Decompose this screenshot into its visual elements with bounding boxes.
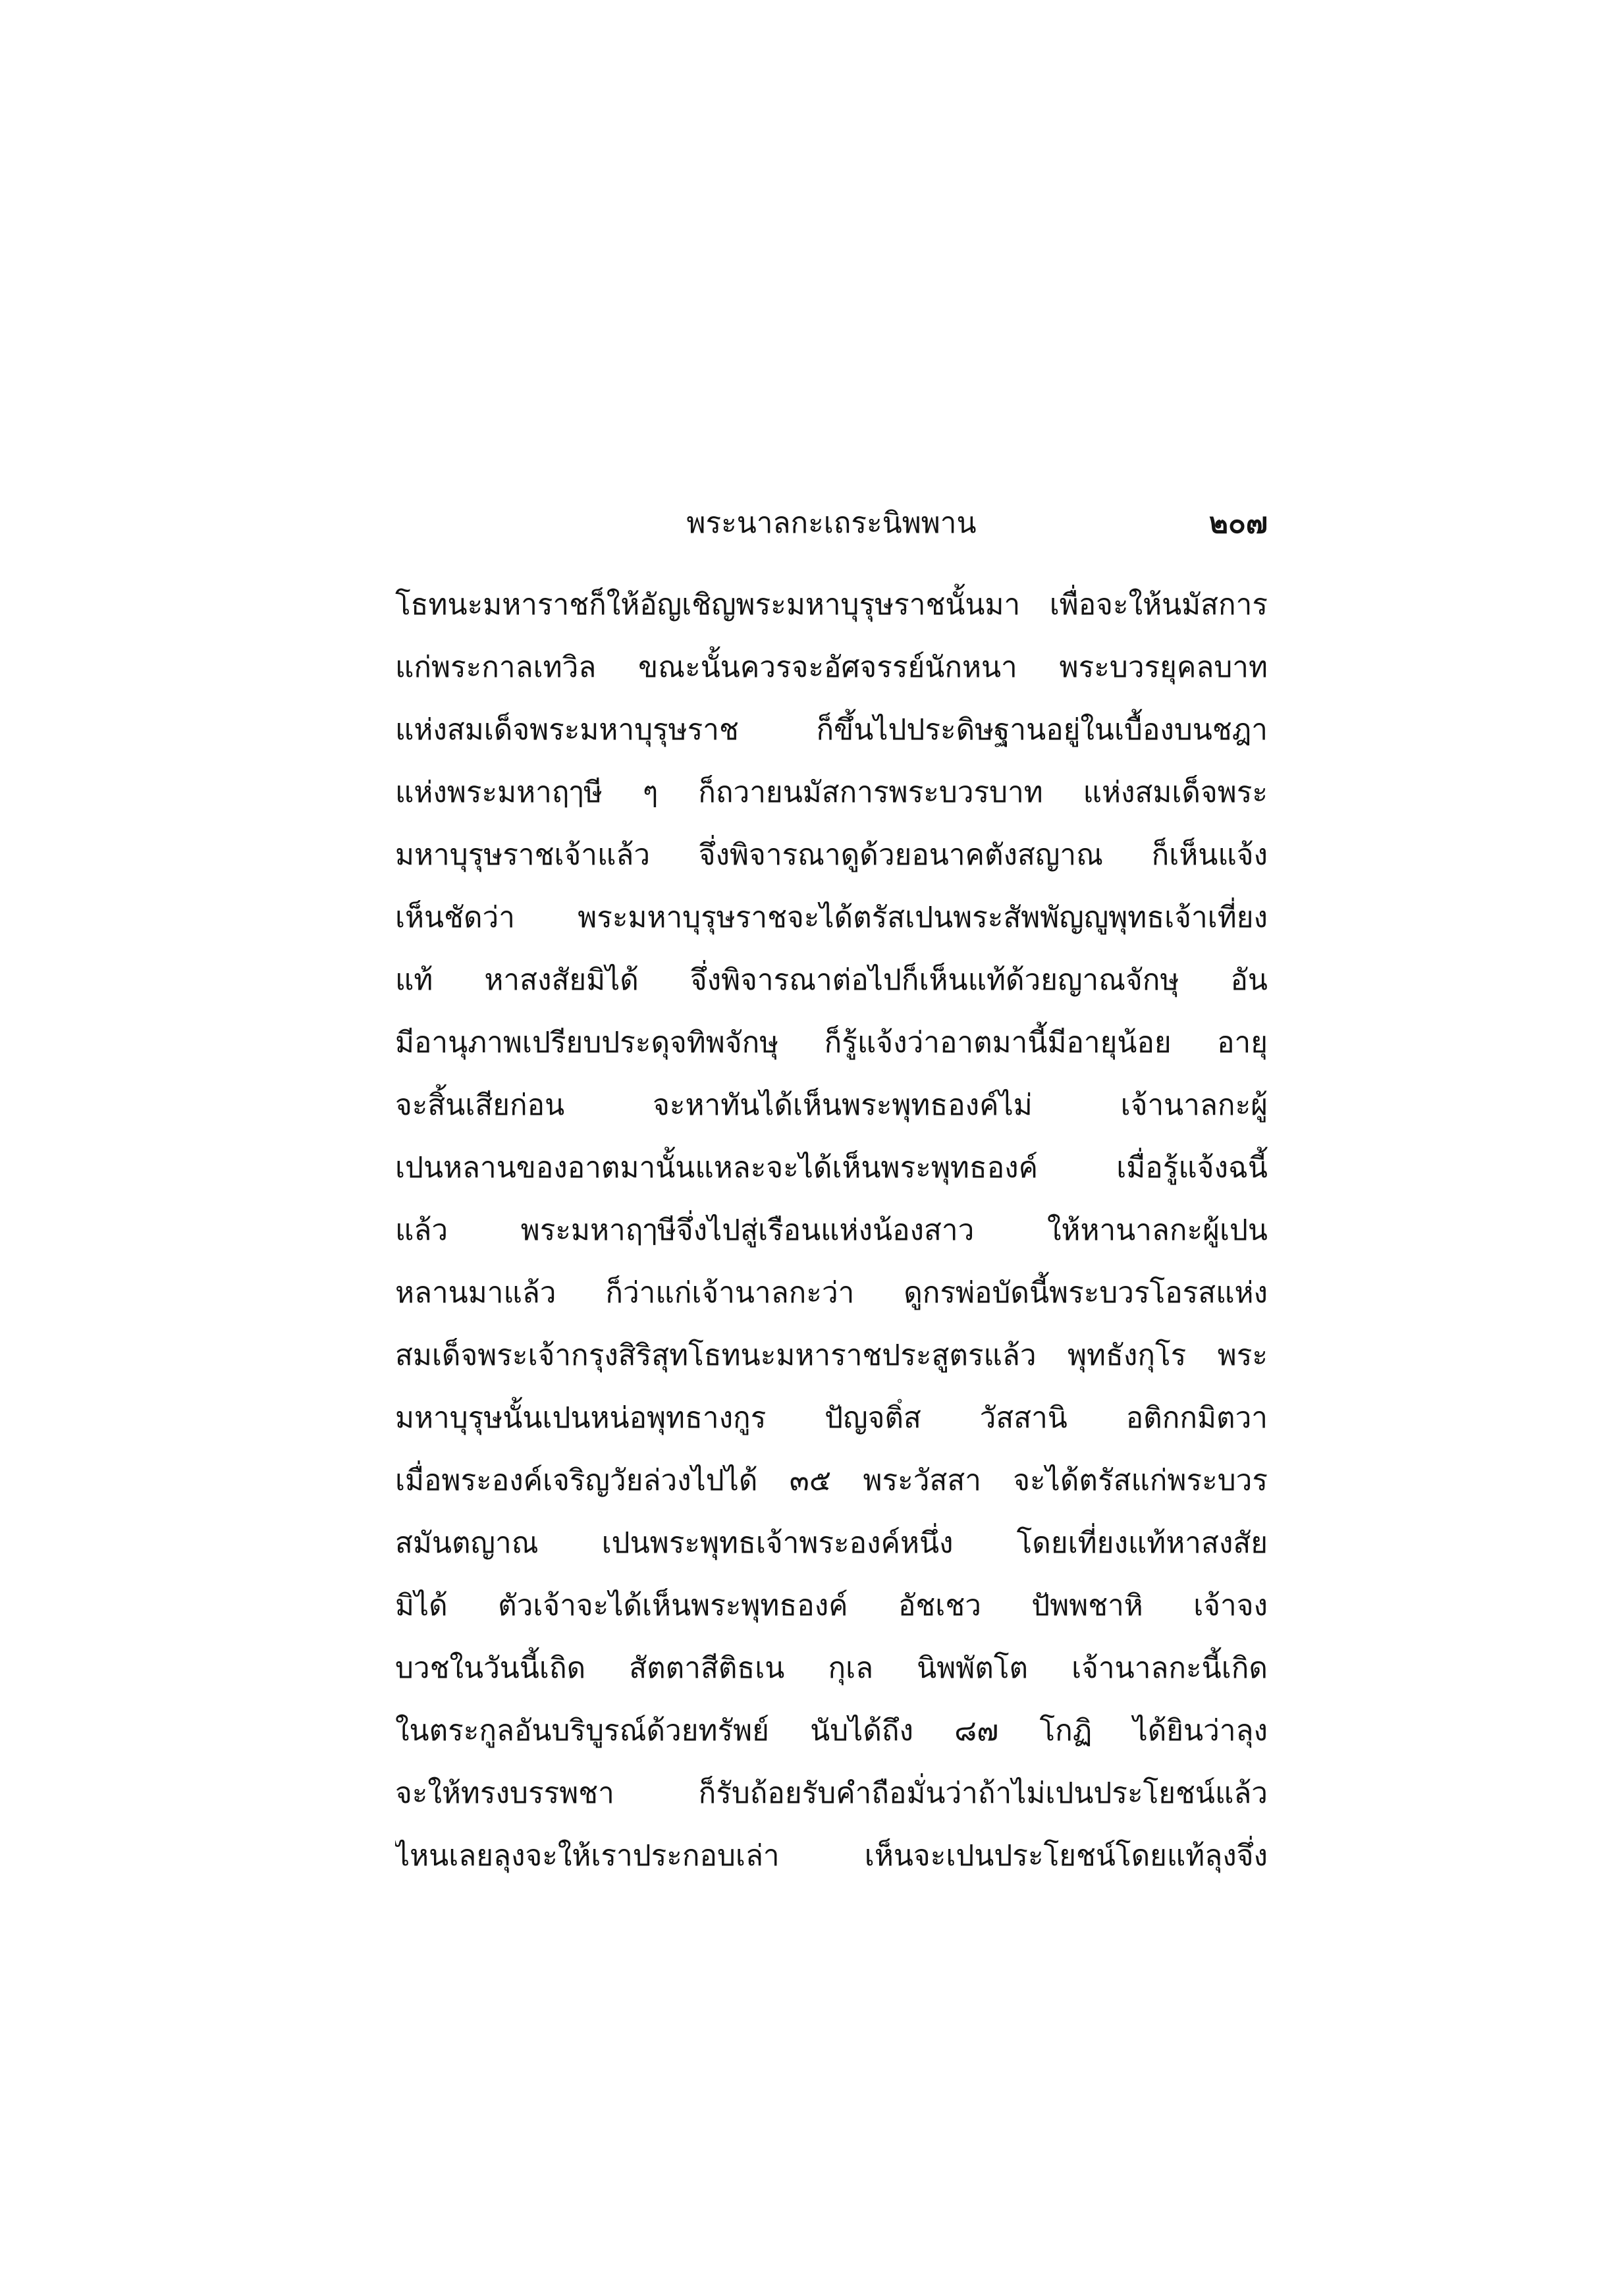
text-line: ในตระกูลอันบริบูรณ์ด้วยทรัพย์ นับได้ถึง ๘๗ โกฏิ ได้ยินว่าลุง — [395, 1714, 1268, 1748]
text-line: สมเด็จพระเจ้ากรุงสิริสุทโธทนะมหาราชประสูตรแล้ว พุทธังกุโร พระ — [395, 1339, 1268, 1372]
text-line: ไหนเลยลุงจะให้เราประกอบเล่า เห็นจะเปนประโยชน์โดยแท้ลุงจึ่ง — [395, 1839, 1268, 1873]
text-line: สมันตญาณ เปนพระพุทธเจ้าพระองค์หนึ่ง โดยเที่ยงแท้หาสงสัย — [395, 1526, 1268, 1560]
text-line: บวชในวันนี้เถิด สัตตาสีติธเน กุเล นิพพัตโต เจ้านาลกะนี้เกิด — [395, 1651, 1268, 1685]
text-line: มิได้ ตัวเจ้าจะได้เห็นพระพุทธองค์ อัชเชว ปัพพชาหิ เจ้าจง — [395, 1589, 1268, 1622]
page-number: ๒๐๗ — [1209, 506, 1268, 540]
text-line: จะให้ทรงบรรพชา ก็รับถ้อยรับคำถือมั่นว่าถ้าไม่เปนประโยชน์แล้ว — [395, 1776, 1268, 1810]
text-line: จะสิ้นเสียก่อน จะหาทันได้เห็นพระพุทธองค์ไม่ เจ้านาลกะผู้ — [395, 1088, 1268, 1122]
text-line: แท้ หาสงสัยมิได้ จึ่งพิจารณาต่อไปก็เห็นแท้ด้วยญาณจักษุ อัน — [395, 963, 1268, 997]
text-line: เปนหลานของอาตมานั้นแหละจะได้เห็นพระพุทธองค์ เมื่อรู้แจ้งฉนี้ — [395, 1151, 1268, 1185]
text-line: แห่งพระมหาฤๅษี ๆ ก็ถวายนมัสการพระบวรบาท แห่งสมเด็จพระ — [395, 776, 1268, 809]
text-line: โธทนะมหาราชก็ให้อัญเชิญพระมหาบุรุษราชนั้นมา เพื่อจะให้นมัสการ — [395, 588, 1268, 622]
text-line: เมื่อพระองค์เจริญวัยล่วงไปได้ ๓๕ พระวัสสา จะได้ตรัสแก่พระบวร — [395, 1464, 1268, 1497]
page-header — [395, 499, 1268, 548]
text-line: แห่งสมเด็จพระมหาบุรุษราช ก็ขึ้นไปประดิษฐานอยู่ในเบื้องบนชฎา — [395, 713, 1268, 747]
running-title: พระนาลกะเถระนิพพาน — [686, 506, 977, 540]
text-line: มหาบุรุษนั้นเปนหน่อพุทธางกูร ปัญจติํส วัสสานิ อติกกมิตวา — [395, 1401, 1268, 1435]
text-line: แก่พระกาลเทวิล ขณะนั้นควรจะอัศจรรย์นักหนา พระบวรยุคลบาท — [395, 651, 1268, 684]
text-line: มีอานุภาพเปรียบประดุจทิพจักษุ ก็รู้แจ้งว่าอาตมานี้มีอายุน้อย อายุ — [395, 1026, 1268, 1059]
body-text — [395, 574, 1268, 1887]
text-line: หลานมาแล้ว ก็ว่าแก่เจ้านาลกะว่า ดูกรพ่อบัดนี้พระบวรโอรสแห่ง — [395, 1276, 1268, 1310]
text-line: แล้ว พระมหาฤๅษีจึ่งไปสู่เรือนแห่งน้องสาว ให้หานาลกะผู้เปน — [395, 1214, 1268, 1247]
text-line: มหาบุรุษราชเจ้าแล้ว จึ่งพิจารณาดูด้วยอนาคตังสญาณ ก็เห็นแจ้ง — [395, 838, 1268, 872]
text-line: เห็นชัดว่า พระมหาบุรุษราชจะได้ตรัสเปนพระสัพพัญญูพุทธเจ้าเที่ยง — [395, 901, 1268, 934]
